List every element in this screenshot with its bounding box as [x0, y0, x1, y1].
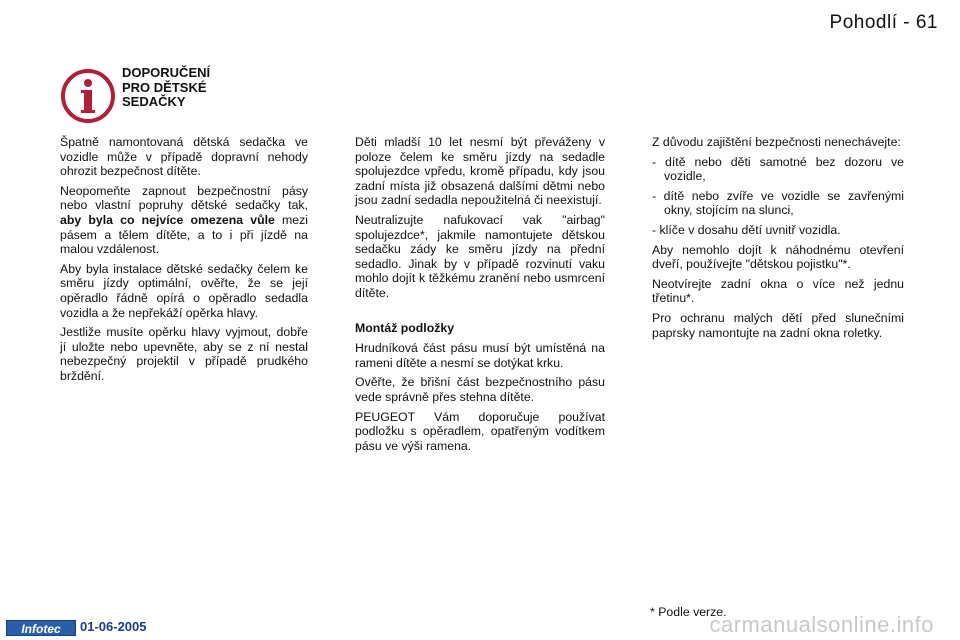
- emphasis-text: aby byla co nejvíce omezena vůle: [60, 212, 275, 227]
- footnote: * Podle verze.: [650, 605, 727, 619]
- info-icon: [60, 68, 116, 124]
- column-left: [60, 135, 308, 389]
- warning-title-line: SEDAČKY: [122, 94, 186, 109]
- warning-title-line: PRO DĚTSKÉ: [122, 79, 207, 95]
- section-heading: Montáž podložky: [355, 320, 455, 335]
- warning-title: [122, 66, 210, 110]
- paragraph: Aby byla instalace dětské sedačky čelem ke směru jízdy optimální, ověřte, že se její opěradlo řádně opírá o opěradlo sedadla vozidla a že nepřekáží opěrka hlavy.: [60, 261, 308, 320]
- list-item: - dítě nebo zvíře ve vozidle se zavřenými okny, stojícím na slunci,: [652, 188, 904, 218]
- text-span: Neopomeňte zapnout bezpečnostní pásy nebo vlastní popruhy dětské sedačky tak,: [60, 183, 308, 213]
- paragraph: Ověřte, že břišní část bezpečnostního pásu vede správně přes stehna dítěte.: [355, 375, 605, 404]
- paragraph: Aby nemohlo dojít k náhodnému otevření dveří, používejte "dětskou pojistku"*.: [652, 242, 904, 272]
- paragraph: Neutralizujte nafukovací vak "airbag" spolujezdce*, jakmile namontujete dětskou sedačku zády ke směru jízdy na přední sedadlo. Jinak by v případě rozvinutí vaku mohlo dojít k těžkému zranění nebo usmrcení dítěte.: [355, 212, 605, 300]
- page-title: Pohodlí - 61: [829, 12, 938, 33]
- paragraph: Pro ochranu malých dětí před slunečními paprsky namontujte na zadní okna roletky.: [652, 310, 904, 340]
- list-item: - klíče v dosahu dětí uvnitř vozidla.: [652, 222, 841, 237]
- paragraph: Z důvodu zajištění bezpečnosti nenechávejte:: [652, 135, 901, 149]
- paragraph: Hrudníková část pásu musí být umístěná na rameni dítěte a nesmí se dotýkat krku.: [355, 341, 605, 370]
- paragraph: Děti mladší 10 let nesmí být převáženy v poloze čelem ke směru jízdy na sedadle spolujezdce vpředu, kromě případu, kdy jsou zadní místa již obsazená dalšími dětmi nebo jsou zadní sedadla nepoužitelná či neexistují.: [355, 135, 605, 208]
- watermark: carmanualsonline.info: [709, 612, 934, 637]
- footer-date: 01-06-2005: [80, 619, 147, 634]
- warning-title-line: DOPORUČENÍ: [122, 65, 211, 80]
- list-item: - dítě nebo děti samotné bez dozoru ve vozidle,: [652, 154, 904, 184]
- column-middle: [355, 135, 605, 458]
- text-span: mezi pásem a tělem dítěte, a to i při jízdě na malou vzdálenost.: [60, 212, 309, 257]
- paragraph: [60, 184, 308, 257]
- column-right: [652, 135, 904, 345]
- paragraph: Neotvírejte zadní okna o více než jednu třetinu*.: [652, 276, 904, 306]
- paragraph: PEUGEOT Vám doporučuje používat podložku s opěradlem, opatřeným vodítkem pásu ve výši ramena.: [355, 409, 605, 453]
- infotec-logo: Infotec: [6, 620, 76, 636]
- paragraph: Jestliže musíte opěrku hlavy vyjmout, dobře jí uložte nebo upevněte, aby se z ní nestal nebezpečný projektil v případě prudkého brždění.: [60, 325, 308, 383]
- paragraph: Špatně namontovaná dětská sedačka ve vozidle může v případě dopravní nehody ohrozit bezpečnost dítěte.: [60, 135, 308, 179]
